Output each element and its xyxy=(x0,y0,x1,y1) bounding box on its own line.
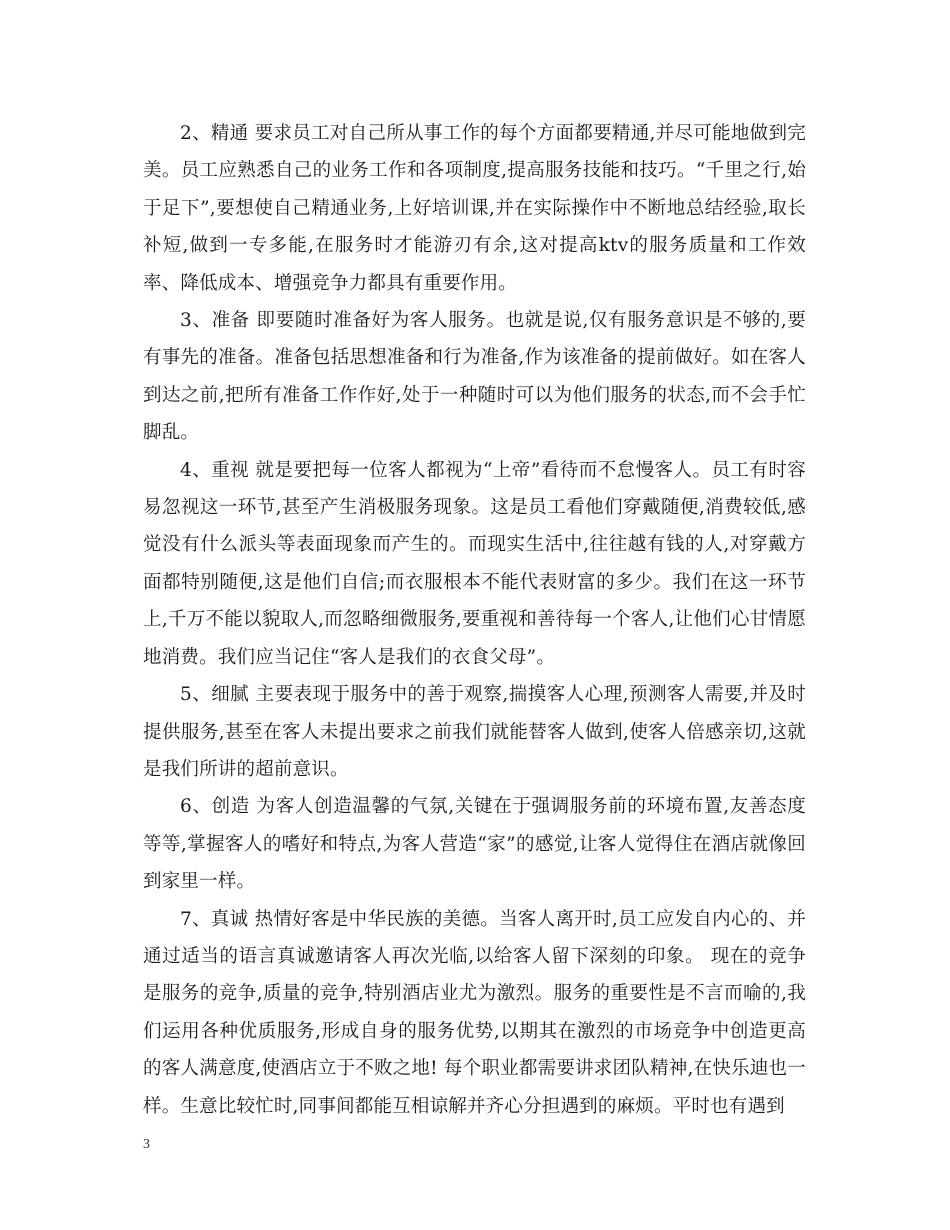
paragraph-chuangzao: 6、创造 为客人创造温馨的气氛,关键在于强调服务前的环境布置,友善态度等等,掌握客人的嗜好和特点,为客人营造“家”的感觉,让客人觉得住在酒店就像回到家里一样。 xyxy=(143,796,806,893)
paragraph-zhongshi: 4、重视 就是要把每一位客人都视为“上帝”看待而不怠慢客人。员工有时容易忽视这一环节,甚至产生消极服务现象。这是员工看他们穿戴随便,消费较低,感觉没有什么派头等表面现象而产生的。而现实生活中,往往越有钱的人,对穿戴方面都特别随便,这是他们自信;而衣服根本不能代表财富的多少。我们在这一环节上,千万不能以貌取人,而忽略细微服务,要重视和善待每一个客人,让他们心甘情愿地消费。我们应当记住“客人是我们的衣食父母”。 xyxy=(143,459,806,668)
paragraph-zhunbei: 3、准备 即要随时准备好为客人服务。也就是说,仅有服务意识是不够的,要有事先的准备。准备包括思想准备和行为准备,作为该准备的提前做好。如在客人到达之前,把所有准备工作作好,处于一种随时可以为他们服务的状态,而不会手忙脚乱。 xyxy=(143,310,806,444)
paragraph-jingtong: 2、精通 要求员工对自己所从事工作的每个方面都要精通,并尽可能地做到完美。员工应熟悉自己的业务工作和各项制度,提高服务技能和技巧。“千里之行,始于足下”,要想使自己精通业务,上好培训课,并在实际操作中不断地总结经验,取长补短,做到一专多能,在服务时才能游刃有余,这对提高ktv的服务质量和工作效率、降低成本、增强竞争力都具有重要作用。 xyxy=(143,123,806,294)
page-number: 3 xyxy=(143,1137,150,1152)
document-body xyxy=(143,115,806,1125)
paragraph-xini: 5、细腻 主要表现于服务中的善于观察,揣摸客人心理,预测客人需要,并及时提供服务,甚至在客人未提出要求之前我们就能替客人做到,使客人倍感亲切,这就是我们所讲的超前意识。 xyxy=(143,684,806,780)
paragraph-zhencheng: 7、真诚 热情好客是中华民族的美德。当客人离开时,员工应发自内心的、并通过适当的语言真诚邀请客人再次光临,以给客人留下深刻的印象。 现在的竞争是服务的竞争,质量的竞争,特别酒店业尤为激烈。服务的重要性是不言而喻的,我们运用各种优质服务,形成自身的服务优势,以期其在激烈的市场竞争中创造更高的客人满意度,使酒店立于不败之地! 每个职业都需要讲求团队精神,在快乐迪也一样。生意比较忙时,同事间都能互相谅解并齐心分担遇到的麻烦。平时也有遇到 xyxy=(143,908,806,1117)
